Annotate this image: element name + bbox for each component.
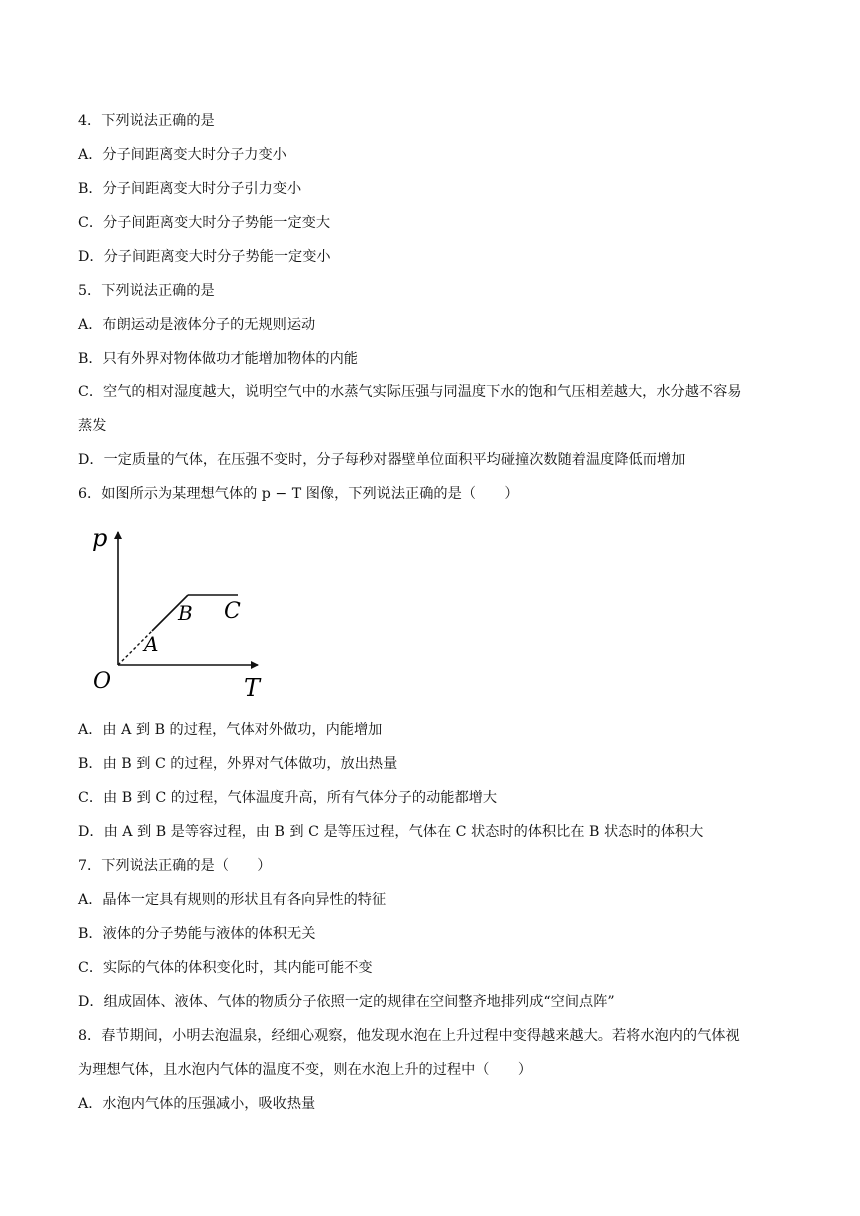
q5-option-a: A．布朗运动是液体分子的无规则运动 (78, 317, 316, 333)
q8-option-a: A．水泡内气体的压强减小，吸收热量 (78, 1096, 316, 1112)
q6-option-c: C．由 B 到 C 的过程，气体温度升高，所有气体分子的动能都增大 (78, 790, 498, 806)
q5-option-c: C．空气的相对湿度越大，说明空气中的水蒸气实际压强与同温度下水的饱和气压相差越大，水分越不容易 (78, 384, 742, 400)
q8-stem-line-2: 为理想气体，且水泡内气体的温度不变，则在水泡上升的过程中（ ） (78, 1062, 533, 1078)
q4-option-c: C．分子间距离变大时分子势能一定变大 (78, 215, 331, 231)
point-a-label: A (144, 632, 159, 656)
q5-stem: 5．下列说法正确的是 (78, 283, 215, 299)
q5-option-d: D．一定质量的气体，在压强不变时，分子每秒对器壁单位面积平均碰撞次数随着温度降低而增加 (78, 452, 686, 468)
q4-option-a: A．分子间距离变大时分子力变小 (78, 147, 287, 163)
q4-stem: 4．下列说法正确的是 (78, 113, 215, 129)
q7-option-a: A．晶体一定具有规则的形状且有各向异性的特征 (78, 892, 387, 908)
origin-label: O (93, 669, 112, 694)
q4-option-b: B．分子间距离变大时分子引力变小 (78, 181, 302, 197)
y-axis-label: p (92, 524, 108, 552)
point-c-label: C (224, 599, 241, 624)
q8-stem-line-1: 8．春节期间，小明去泡温泉，经细心观察，他发现水泡在上升过程中变得越来越大。若将水泡内的气体视 (78, 1028, 740, 1044)
q4-option-d: D．分子间距离变大时分子势能一定变小 (78, 249, 331, 265)
q6-option-a: A．由 A 到 B 的过程，气体对外做功，内能增加 (78, 722, 383, 738)
q7-option-b: B．液体的分子势能与液体的体积无关 (78, 926, 316, 942)
q5-option-c-continuation: 蒸发 (78, 418, 107, 434)
q6-stem: 6．如图所示为某理想气体的 p − T 图像，下列说法正确的是（ ） (78, 486, 519, 502)
q6-option-d: D．由 A 到 B 是等容过程，由 B 到 C 是等压过程，气体在 C 状态时的体积比在 B 状态时的体积大 (78, 824, 704, 840)
point-b-label: B (178, 601, 193, 625)
q5-option-b: B．只有外界对物体做功才能增加物体的内能 (78, 351, 358, 367)
q6-option-b: B．由 B 到 C 的过程，外界对气体做功，放出热量 (78, 756, 398, 772)
p-t-graph (86, 520, 276, 702)
q7-option-c: C．实际的气体的体积变化时，其内能可能不变 (78, 960, 373, 976)
x-axis-label: T (244, 674, 261, 702)
q7-stem: 7．下列说法正确的是（ ） (78, 858, 272, 874)
q7-option-d: D．组成固体、液体、气体的物质分子依照一定的规律在空间整齐地排列成“空间点阵” (78, 994, 615, 1010)
